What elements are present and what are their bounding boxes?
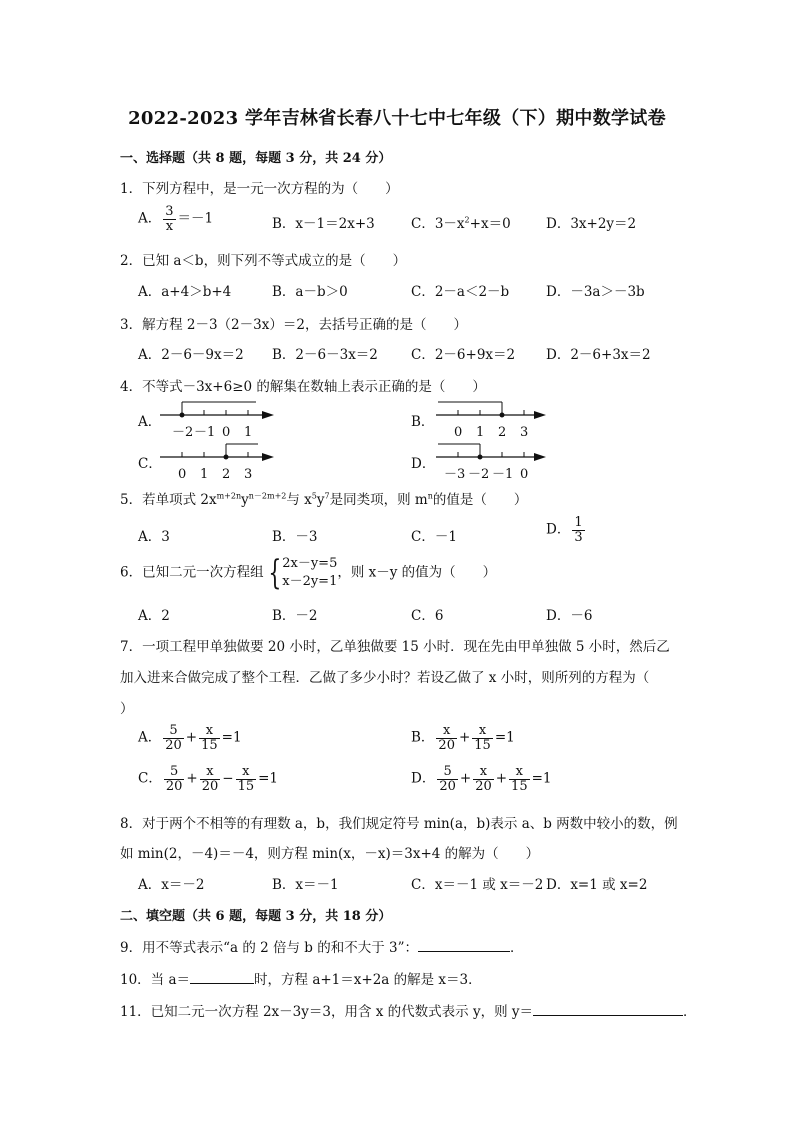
q4-option-c-label: C． <box>138 456 162 472</box>
question-3-stem: 3．解方程 2－3（2－3x）＝2，去括号正确的是（ ） <box>120 317 467 333</box>
q8-option-b: B．x＝－1 <box>272 877 339 893</box>
question-7-line-1: 7．一项工程甲单独做要 20 小时，乙单独做要 15 小时．现在先由甲单独做 5 小时，然后乙 <box>120 639 670 655</box>
tick-label: 0 <box>454 425 463 440</box>
question-6-stem <box>120 555 496 591</box>
fraction <box>472 724 493 752</box>
q2-option-a: A．a+4＞b+4 <box>138 284 232 300</box>
tick-label: 1 <box>244 425 253 440</box>
equation-2: x－2y=1 <box>282 574 338 589</box>
stem-text: ． <box>510 940 524 956</box>
tick-label: 1 <box>200 467 209 482</box>
tick-label: －2 <box>172 425 194 440</box>
option-label: C． <box>138 770 162 787</box>
question-7-line-2: 加入进来合做完成了整个工程．乙做了多少小时？若设乙做了 x 小时，则所列的方程为（ <box>120 670 650 686</box>
q4-option-b-label: B． <box>411 414 435 430</box>
q1-option-d: D．3x+2y＝2 <box>546 216 637 232</box>
option-tail: =1 <box>258 770 279 787</box>
equation-1: 2x－y=5 <box>282 556 338 571</box>
superscript: n－2m+2 <box>248 491 287 501</box>
tick-label: －1 <box>492 467 514 482</box>
question-11 <box>120 1000 697 1020</box>
q3-option-d: D．2－6+3x＝2 <box>546 347 651 363</box>
question-10 <box>120 968 482 988</box>
question-8-line-2: 如 min(2，－4)＝－4，则方程 min(x，－x)＝3x+4 的解为（ ） <box>120 846 540 862</box>
stem-text: 6．已知二元一次方程组 <box>120 564 264 581</box>
option-label: D． <box>411 770 436 787</box>
q8-option-a: A．x＝－2 <box>138 877 205 893</box>
option-label: A． <box>138 729 162 746</box>
denominator: 15 <box>511 778 528 794</box>
exam-title: 2022-2023 学年吉林省长春八十七中七年级（下）期中数学试卷 <box>128 108 666 129</box>
q6-option-d: D．－6 <box>546 608 593 624</box>
stem-text: ，则 x－y 的值为（ ） <box>337 564 497 581</box>
superscript: 2 <box>464 215 470 225</box>
tick-label: 2 <box>498 425 507 440</box>
tick-label: －2 <box>468 467 490 482</box>
brace-icon: { <box>267 553 281 593</box>
denominator: 20 <box>438 737 455 753</box>
section-heading-fill: 二、填空题（共 6 题，每题 3 分，共 18 分） <box>120 909 392 924</box>
fraction <box>163 205 175 233</box>
numerator: x <box>473 765 494 780</box>
stem-text: 与 x <box>286 492 312 508</box>
tick-label: －1 <box>194 425 216 440</box>
numerator: 5 <box>164 765 185 780</box>
q4-number-line-a <box>160 396 280 444</box>
numerator: x <box>200 765 221 780</box>
q6-option-c: C．6 <box>411 608 444 624</box>
numerator: x <box>199 724 220 739</box>
stem-text: y <box>316 492 325 508</box>
fraction <box>436 724 457 752</box>
question-9 <box>120 936 524 956</box>
q2-option-d: D．－3a＞－3b <box>546 284 645 300</box>
denominator: 15 <box>474 737 491 753</box>
tick-label: 3 <box>520 425 529 440</box>
q4-number-line-b <box>436 396 552 444</box>
tick-label: 3 <box>244 467 253 482</box>
q2-option-b: B．a－b＞0 <box>272 284 348 300</box>
numerator: 3 <box>165 204 174 219</box>
option-tail: =1 <box>221 729 242 746</box>
stem-text: 的值是（ ） <box>432 492 528 508</box>
option-tail: ＝－1 <box>177 210 214 227</box>
denominator: 20 <box>165 778 183 794</box>
denominator: x <box>165 218 174 234</box>
fraction <box>509 765 530 793</box>
q5-option-c: C．－1 <box>411 529 457 545</box>
option-label: A． <box>138 210 162 227</box>
answer-blank[interactable] <box>418 938 510 952</box>
numerator: x <box>472 724 493 739</box>
answer-blank[interactable] <box>190 970 254 984</box>
q2-option-c: C．2－a＜2－b <box>411 284 510 300</box>
q4-number-line-c <box>160 438 280 484</box>
option-tail: =1 <box>531 770 552 787</box>
superscript: n <box>427 491 433 501</box>
option-label: B． <box>411 729 435 746</box>
answer-blank[interactable] <box>533 1002 683 1016</box>
denominator: 20 <box>165 737 182 753</box>
q7-option-c: C． $\frac{5}{20}$ + $\frac{x}{20}$ − $\frac{x}{15}$ =1 <box>138 764 279 794</box>
section-heading-choice: 一、选择题（共 8 题，每题 3 分，共 24 分） <box>120 151 392 166</box>
tick-label: 1 <box>476 425 485 440</box>
stem-text: 11．已知二元一次方程 2x－3y＝3，用含 x 的代数式表示 y，则 y＝ <box>120 1004 534 1020</box>
q8-option-d: D．x=1 或 x=2 <box>546 877 648 893</box>
stem-text: 10．当 a＝ <box>120 972 191 988</box>
fraction <box>572 516 584 544</box>
q8-option-c: C．x＝－1 或 x＝－2 <box>411 877 544 893</box>
superscript: 7 <box>324 491 330 501</box>
q4-number-line-d <box>436 438 552 484</box>
numerator: 5 <box>437 765 458 780</box>
fraction <box>236 765 257 793</box>
tick-label: 0 <box>520 467 529 482</box>
question-4-stem: 4．不等式－3x+6≥0 的解集在数轴上表示正确的是（ ） <box>120 379 486 395</box>
stem-text: 5．若单项式 2x <box>120 492 217 508</box>
option-tail: =1 <box>494 729 515 746</box>
superscript: 5 <box>311 491 317 501</box>
fraction <box>200 765 221 793</box>
question-1-stem: 1．下列方程中，是一元一次方程的为（ ） <box>120 181 399 197</box>
q4-option-d-label: D． <box>411 456 436 472</box>
q3-option-a: A．2－6－9x＝2 <box>138 347 244 363</box>
question-8-line-1: 8．对于两个不相等的有理数 a，b，我们规定符号 min(a，b)表示 a、b 两数中较小的数，例 <box>120 816 678 832</box>
superscript: m+2n <box>216 491 242 501</box>
q1-option-a <box>138 205 213 233</box>
question-5-stem <box>120 488 527 508</box>
stem-text: 9．用不等式表示“a 的 2 倍与 b 的和不大于 3”： <box>120 940 419 956</box>
numerator: x <box>236 765 257 780</box>
q7-option-b: B． $\frac{x}{20}$ + $\frac{x}{15}$ =1 <box>411 723 515 753</box>
tick-label: －3 <box>444 467 466 482</box>
fraction <box>199 724 220 752</box>
fraction <box>163 724 184 752</box>
option-text: C．3－x <box>411 216 465 232</box>
denominator: 20 <box>201 778 219 794</box>
q1-option-b: B．x－1＝2x+3 <box>272 216 375 232</box>
q5-option-d <box>546 516 587 544</box>
stem-text: ． <box>683 1004 697 1020</box>
stem-text: y <box>241 492 249 508</box>
fraction <box>164 765 185 793</box>
denominator: 20 <box>439 778 456 794</box>
question-7-line-3: ） <box>120 701 134 717</box>
q3-option-c: C．2－6+9x＝2 <box>411 347 516 363</box>
option-label: D． <box>546 521 571 538</box>
tick-label: 0 <box>222 425 231 440</box>
denominator: 20 <box>475 778 492 794</box>
q6-option-b: B．－2 <box>272 608 318 624</box>
q5-option-a: A．3 <box>138 529 170 545</box>
numerator: x <box>509 765 530 780</box>
q5-option-b: B．－3 <box>272 529 318 545</box>
q1-option-c <box>411 212 511 232</box>
fraction <box>473 765 494 793</box>
numerator: x <box>436 724 457 739</box>
stem-text: 是同类项，则 m <box>329 492 428 508</box>
q3-option-b: B．2－6－3x＝2 <box>272 347 378 363</box>
q7-option-a: A． $\frac{5}{20}$ + $\frac{x}{15}$ =1 <box>138 723 242 753</box>
fraction <box>437 765 458 793</box>
question-2-stem: 2．已知 a＜b，则下列不等式成立的是（ ） <box>120 253 407 269</box>
q6-option-a: A．2 <box>138 608 170 624</box>
q4-option-a-label: A． <box>138 414 162 430</box>
stem-text: 时，方程 a+1＝x+2a 的解是 x＝3． <box>254 972 482 988</box>
option-text: +x＝0 <box>469 216 511 232</box>
equation-system <box>282 555 337 591</box>
tick-label: 0 <box>178 467 187 482</box>
denominator: 15 <box>201 737 218 753</box>
denominator: 3 <box>574 529 583 545</box>
tick-label: 2 <box>222 467 231 482</box>
q7-option-d: D． $\frac{5}{20}$ + $\frac{x}{20}$ + $\frac{x}{15}$ =1 <box>411 764 552 794</box>
numerator: 1 <box>574 515 583 530</box>
numerator: 5 <box>163 724 184 739</box>
denominator: 15 <box>237 778 255 794</box>
